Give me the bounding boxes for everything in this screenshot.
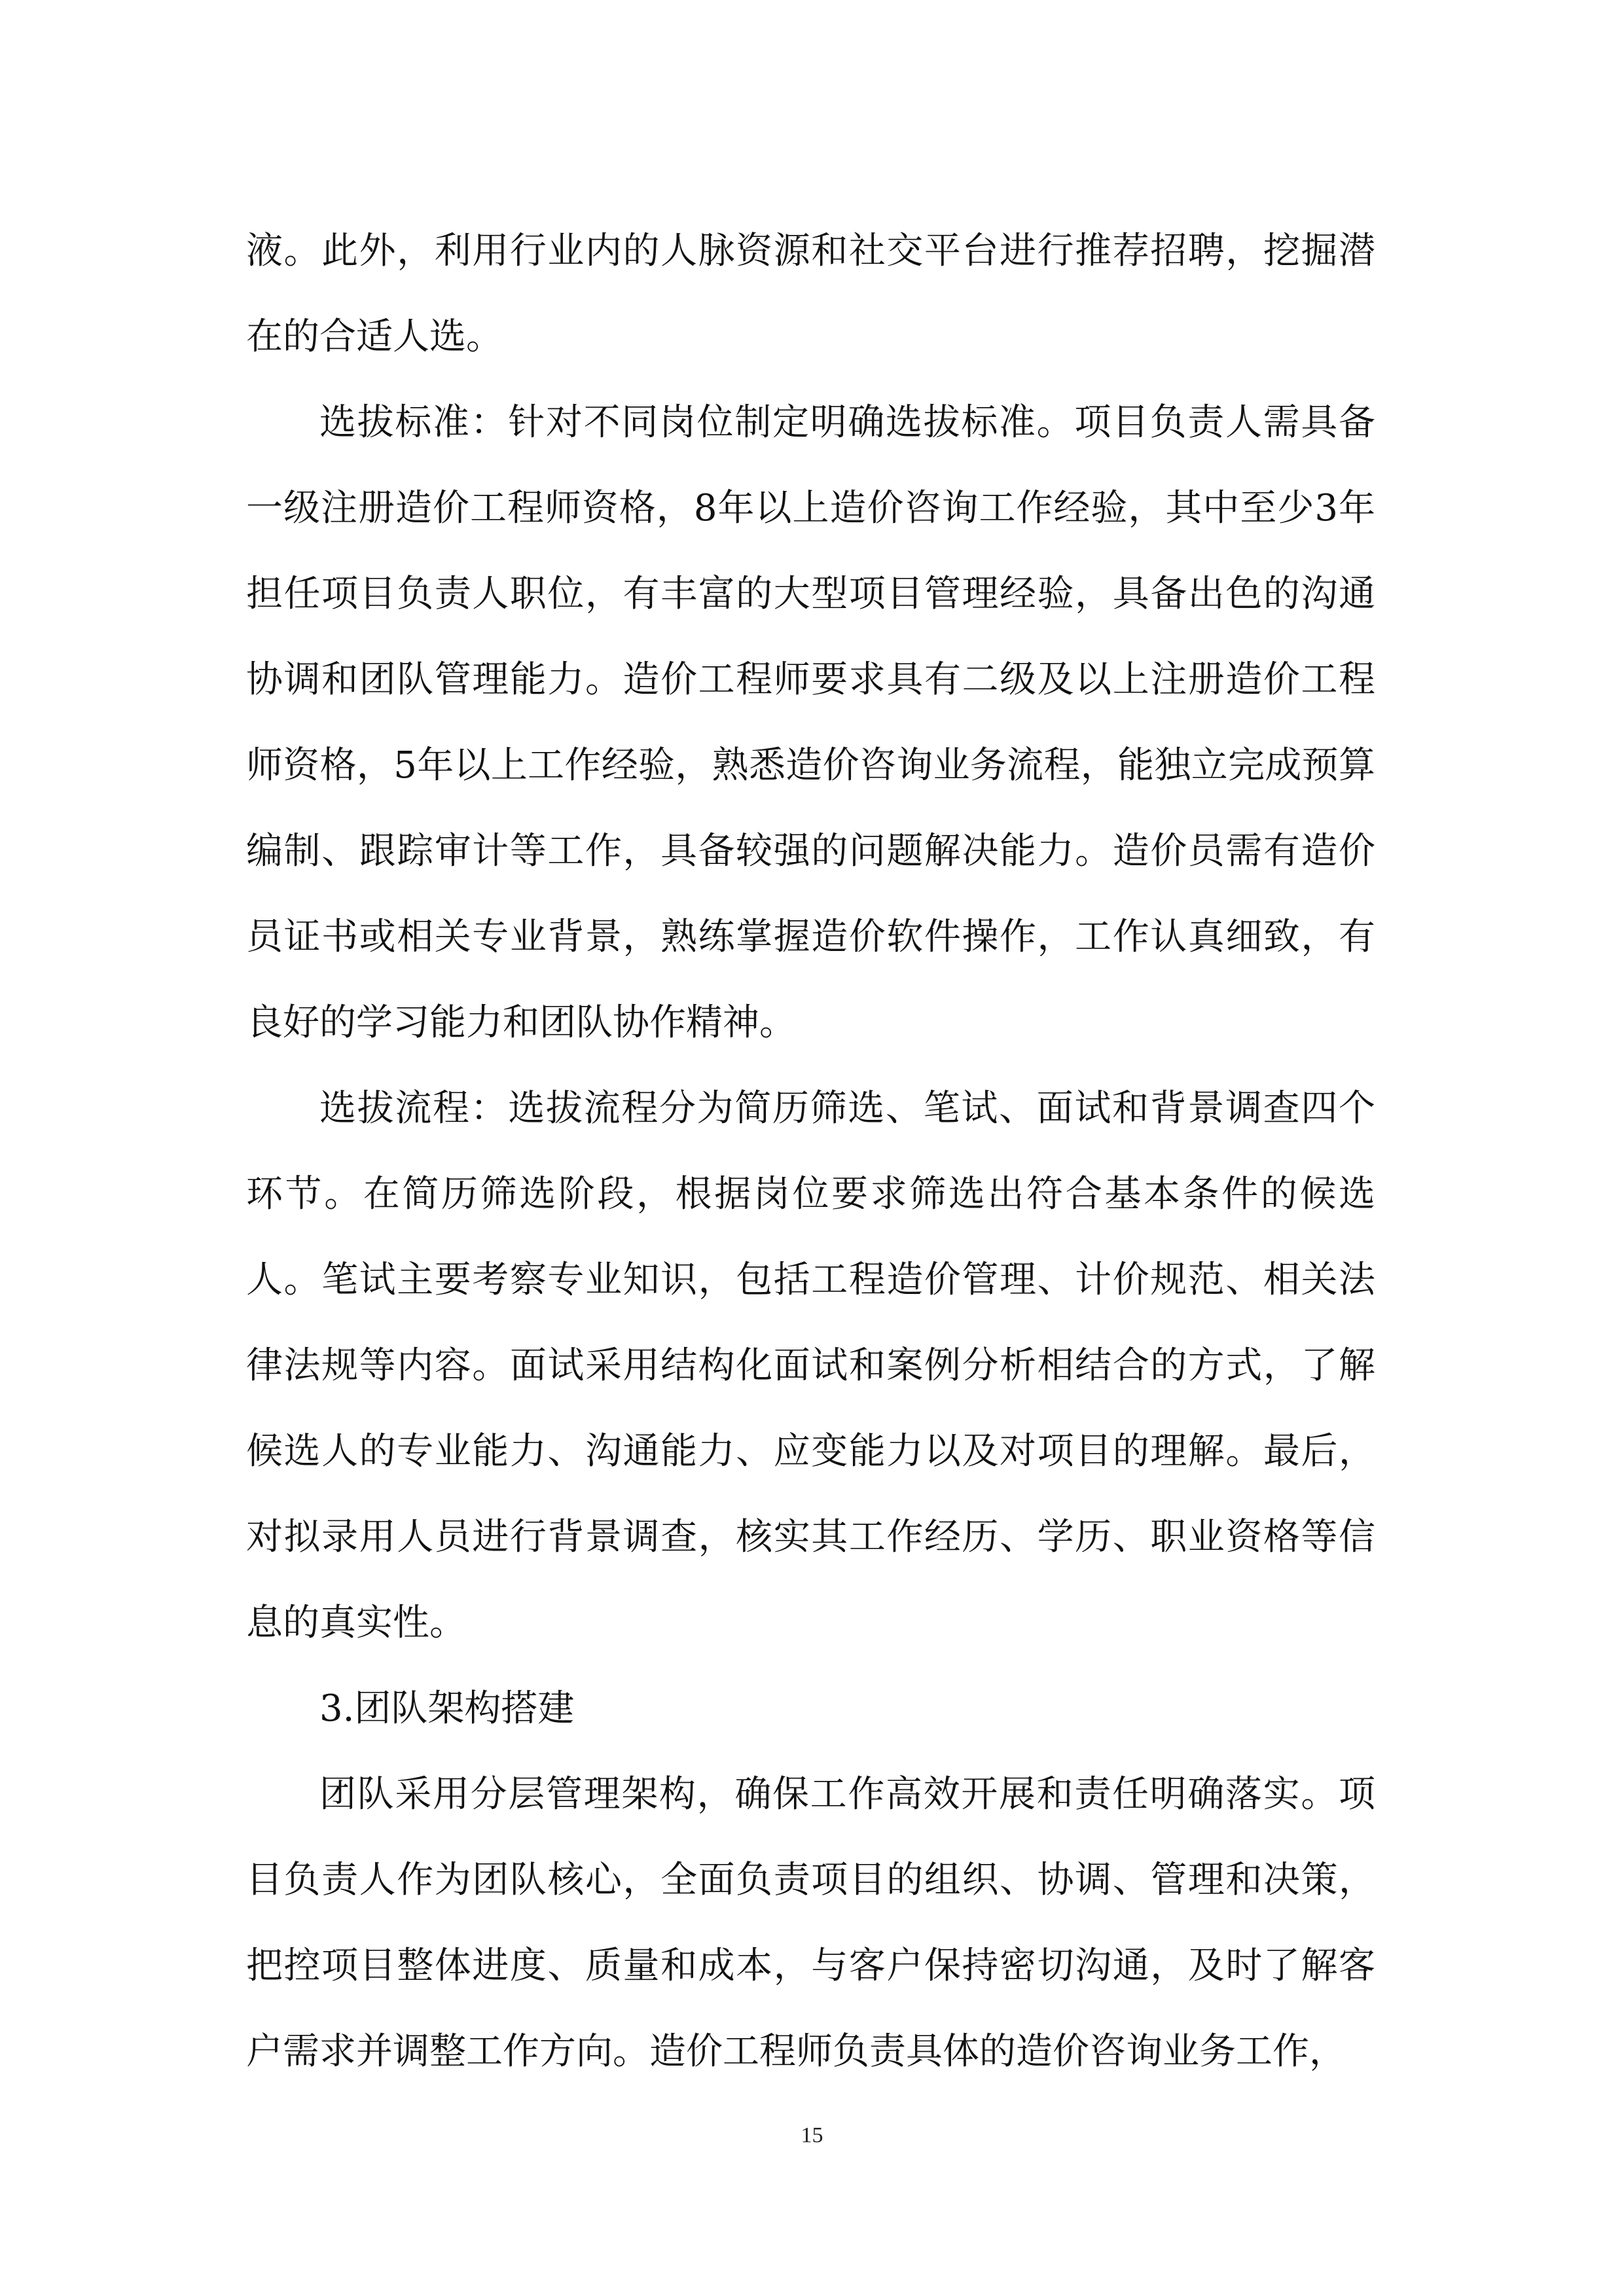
- paragraph-selection-criteria: 选拔标准：针对不同岗位制定明确选拔标准。项目负责人需具备一级注册造价工程师资格，8年以上造价咨询工作经验，其中至少3年担任项目负责人职位，有丰富的大型项目管理经验，具备出色的沟通协调和团队管理能力。造价工程师要求具有二级及以上注册造价工程师资格，5年以上工作经验，熟悉造价咨询业务流程，能独立完成预算编制、跟踪审计等工作，具备较强的问题解决能力。造价员需有造价员证书或相关专业背景，熟练掌握造价软件操作，工作认真细致，有良好的学习能力和团队协作精神。: [246, 401, 1375, 1044]
- document-body: [246, 208, 1375, 2094]
- paragraph-selection-process: 选拔流程：选拔流程分为简历筛选、笔试、面试和背景调查四个环节。在简历筛选阶段，根据岗位要求筛选出符合基本条件的候选人。笔试主要考察专业知识，包括工程造价管理、计价规范、相关法律法规等内容。面试采用结构化面试和案例分析相结合的方式，了解候选人的专业能力、沟通能力、应变能力以及对项目的理解。最后，对拟录用人员进行背景调查，核实其工作经历、学历、职业资格等信息的真实性。: [246, 1087, 1375, 1644]
- section-heading-team-structure: 3.团队架构搭建: [319, 1687, 575, 1730]
- paragraph-team-structure: 团队采用分层管理架构，确保工作高效开展和责任明确落实。项目负责人作为团队核心，全面负责项目的组织、协调、管理和决策，把控项目整体进度、质量和成本，与客户保持密切沟通，及时了解客户需求并调整工作方向。造价工程师负责具体的造价咨询业务工作，: [246, 1773, 1375, 2073]
- paragraph-continuation: 液。此外，利用行业内的人脉资源和社交平台进行推荐招聘，挖掘潜在的合适人选。: [246, 230, 1375, 358]
- page-number: 15: [801, 2123, 823, 2147]
